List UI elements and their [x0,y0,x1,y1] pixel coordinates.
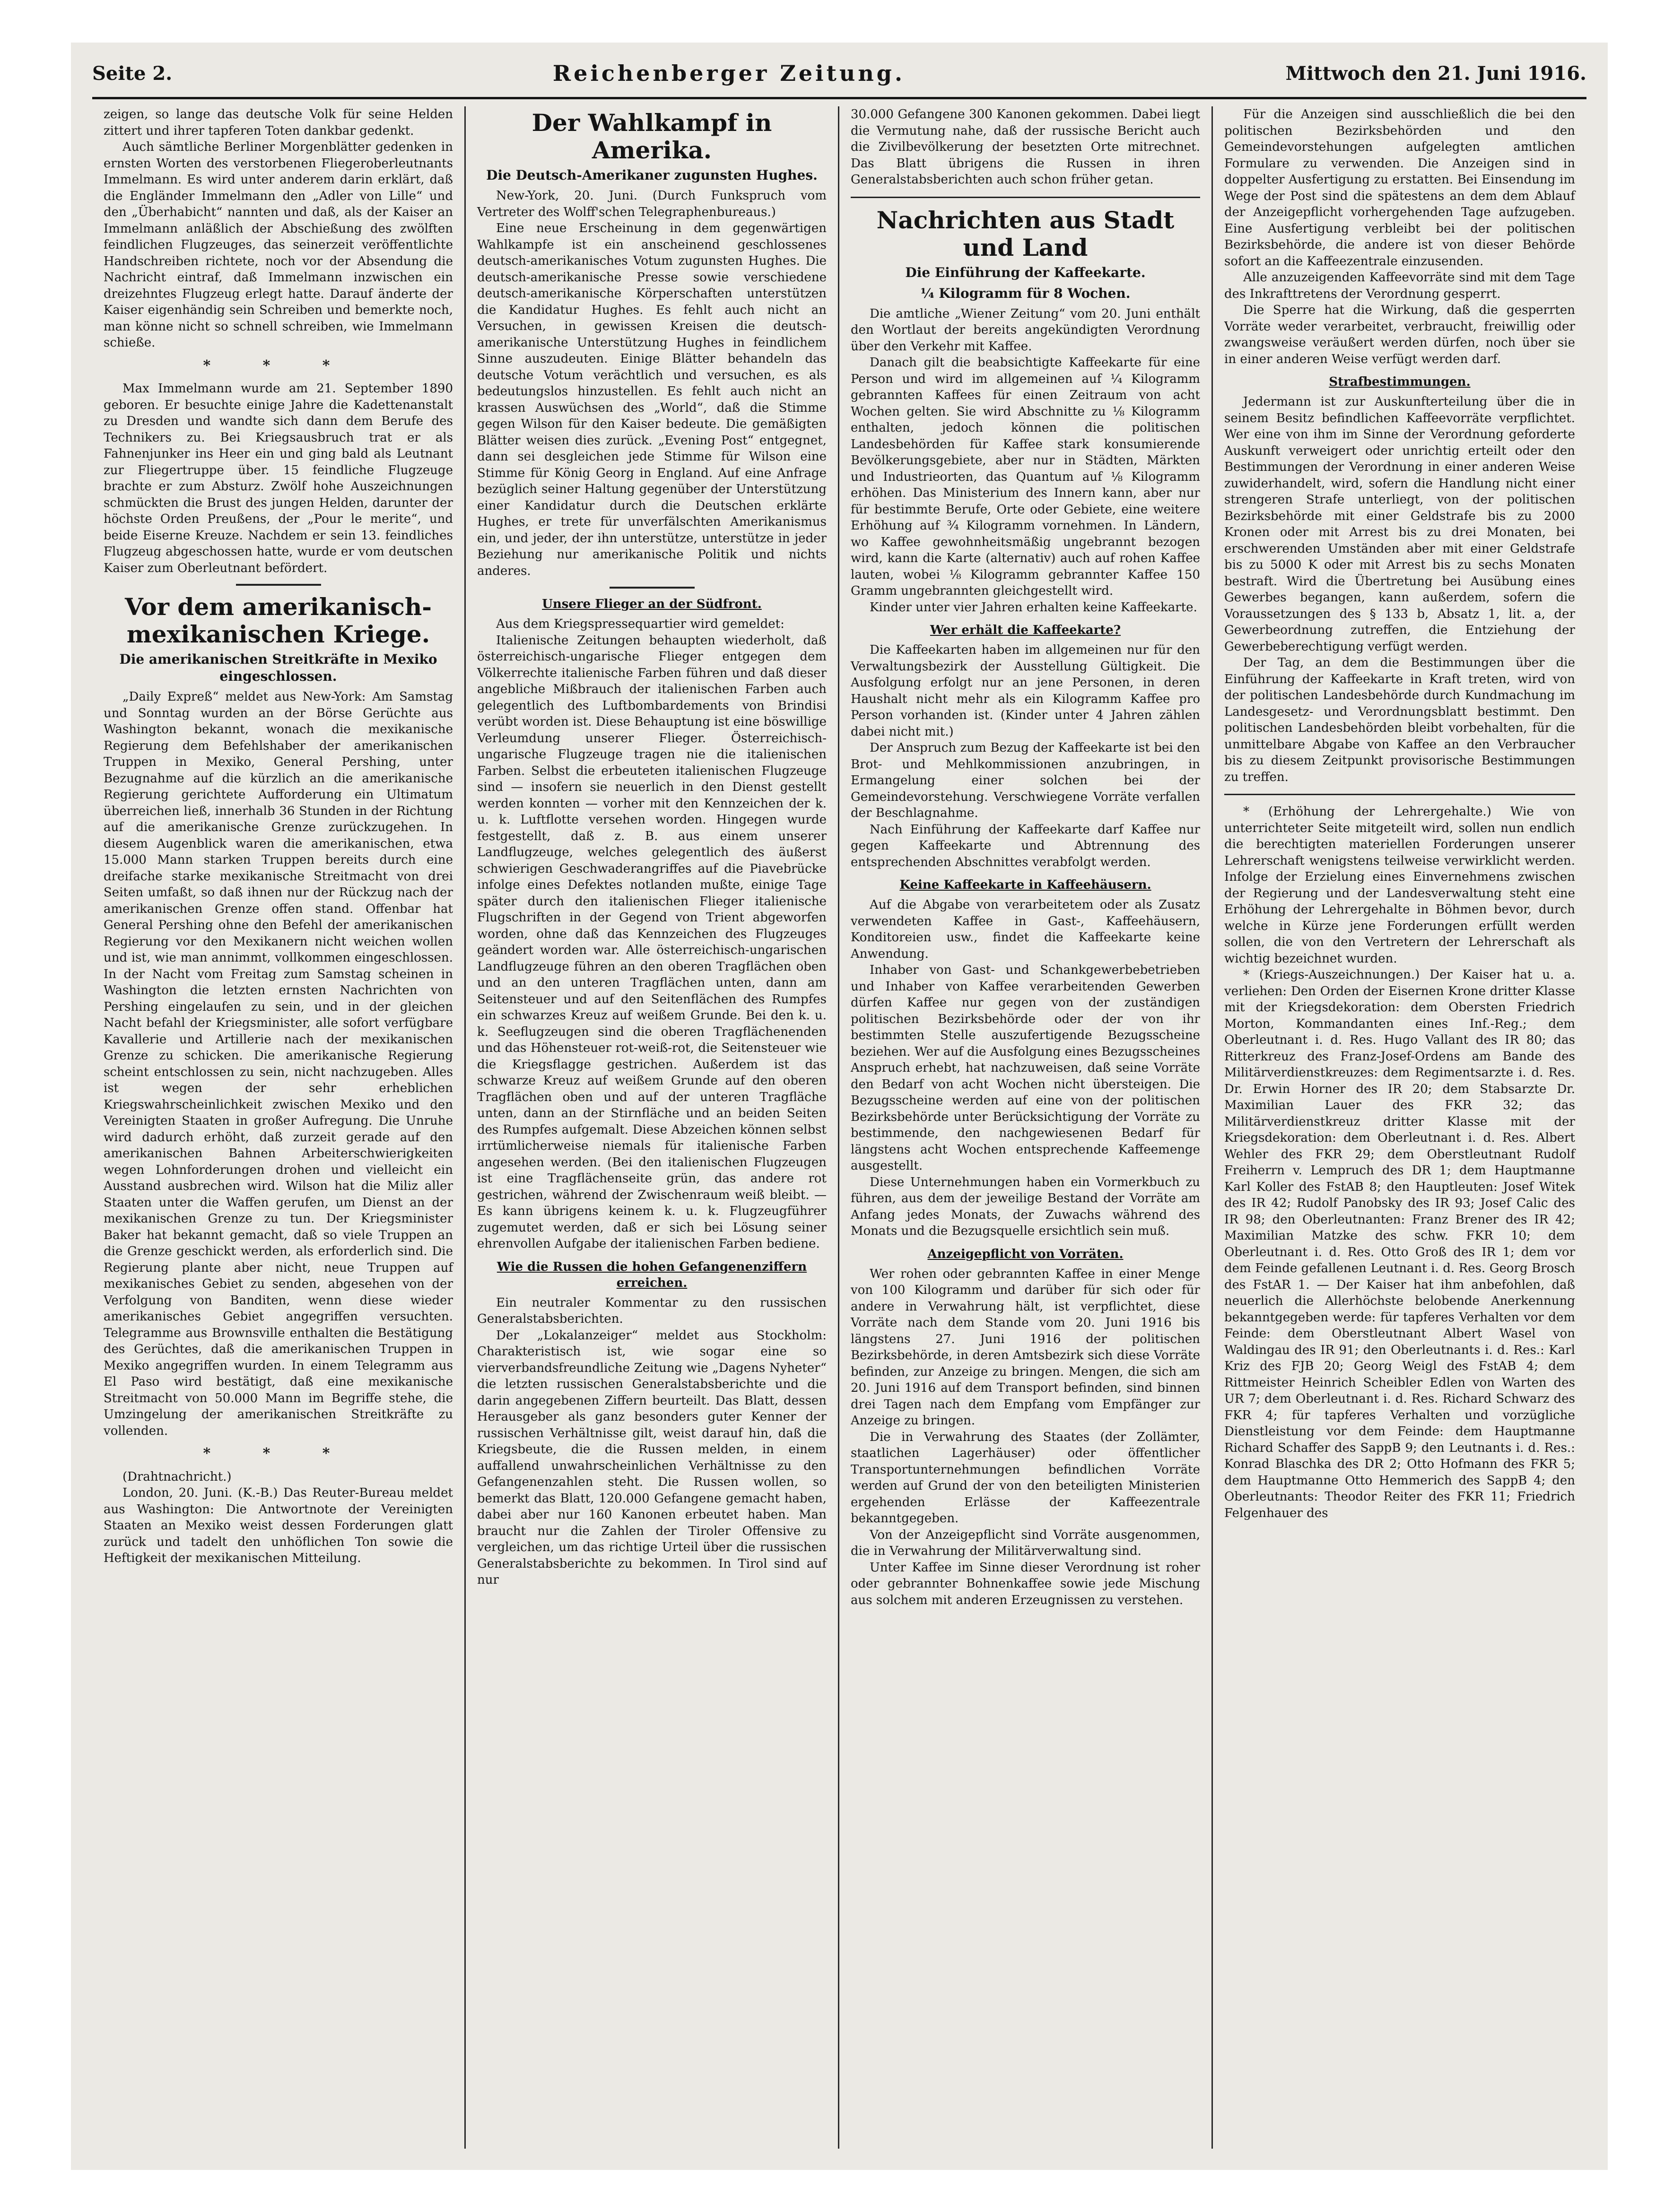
paragraph: Max Immelmann wurde am 21. September 1890 geboren. Er besuchte einige Jahre die Kadettenanstalt zu Dresden und wandte sich dann dem Berufe des Technikers zu. Bei Kriegsausbruch trat er als Fahnenjunker ins Heer ein und ging bald als Leutnant zur Fliegertruppe über. 15 feindliche Flugzeuge brachte er zum Absturz. Zwölf hohe Auszeichnungen schmückten die Brust des jungen Helden, darunter der höchste Orden Preußens, der „Pour le merite“, und beide Eiserne Kreuze. Nachdem er sein 13. feindliches Flugzeug abgeschossen hatte, wurde er vom deutschen Kaiser zum Oberleutnant befördert. [104,382,453,575]
paragraph: Auf die Abgabe von verarbeitetem oder als Zusatz verwendeten Kaffee in Gast-, Kaffeehäusern, Konditoreien usw., findet die Kaffeekarte keine Anwendung. [851,898,1200,961]
paragraph: (Drahtnachricht.) [122,1469,232,1484]
column-1 [92,106,466,2149]
paragraph: Danach gilt die beabsichtigte Kaffeekarte für eine Person und wird im allgemeinen auf ¼ Kilogramm gebrannten Kaffees für einen Zeitraum von acht Wochen gelten. Sie wird Abschnitte zu ⅛ Kilogramm enthalten, jedoch können die politischen Landesbehörden für Kaffee stark konsumierende Bevölkerungsgebiete, aber nur in Städten, Märkten und Industrieorten, das Quantum auf ⅛ Kilogramm erhöhen. Das Ministerium des Innern kann, aber nur für bestimmte Berufe, Orte oder Gebiete, eine weitere Erhöhung auf ¾ Kilogramm vornehmen. In Ländern, wo Kaffee gewohnheitsmäßig ungebrannt bezogen wird, kann die Karte (alternativ) auch auf rohen Kaffee lauten, wobei ⅛ Kilogramm gebrannter Kaffee 150 Gramm ungebrannten gleichgestellt wird. [851,356,1200,598]
divider [236,584,321,586]
section-heading: Keine Kaffeekarte in Kaffeehäusern. [899,878,1151,892]
paragraph: Die Kaffeekarten haben im allgemeinen nur für den Verwaltungsbezirk der Ausstellung Gültigkeit. Die Ausfolgung erfolgt nur an jene Personen, in deren Haushalt nicht mehr als ein Kilogramm Kaffee pro Person vorhanden ist. (Kinder unter 4 Jahren zählen dabei nicht mit.) [851,643,1200,739]
column-4 [1213,106,1586,2149]
section-heading: Strafbestimmungen. [1329,375,1471,389]
article-subheadline: ¼ Kilogramm für 8 Wochen. [920,285,1131,301]
paragraph: 30.000 Gefangene 300 Kanonen gekommen. Dabei liegt die Vermutung nahe, daß der russische Bericht auch die Zivilbevölkerung der besetzten Orte mitrechnet. Das Blatt übrigens die Russen in ihren Generalstabsberichten auch schon früher getan. [851,107,1200,187]
section-heading: Anzeigepflicht von Vorräten. [927,1247,1124,1261]
paragraph: Aus dem Kriegspressequartier wird gemeldet: [496,617,784,631]
article-headline: Vor dem amerikanisch-mexikanischen Kriege. [125,593,432,648]
divider [851,197,1200,198]
article-subheadline: Die amerikanischen Streitkräfte in Mexiko eingeschlossen. [119,651,437,684]
paragraph: Der Anspruch zum Bezug der Kaffeekarte ist bei den Brot- und Mehlkommissionen anzubringen, in Ermangelung einer solchen bei der Gemeindevorstehung. Verschwiegene Vorräte verfallen der Beschlagnahme. [851,741,1200,820]
paragraph: Der Tag, an dem die Bestimmungen über die Einführung der Kaffeekarte in Kraft treten, wird von der politischen Landesbehörde durch Kundmachung im Landesgesetz- und Verordnungsblatt bestimmt. Den politischen Landesbehörden bleibt vorbehalten, für die unmittelbare Abgabe von Kaffee an den Verbraucher bis zu diesem Zeitpunkt provisorische Bestimmungen zu treffen. [1224,656,1575,784]
paragraph: Inhaber von Gast- und Schankgewerbebetrieben und Inhaber von Kaffee verarbeitenden Gewerben dürfen Kaffee nur gegen von der zuständigen politischen Bezirksbehörde oder der von ihr bestimmten Stelle auszufertigende Bezugsscheine beziehen. Wer auf die Ausfolgung eines Bezugsscheines Anspruch erhebt, hat nachzuweisen, daß seine Vorräte den Bedarf von acht Wochen nicht übersteigen. Die Bezugsscheine werden auf eine von der politischen Bezirksbehörde unter Berücksichtigung der Vorräte zu bestimmende, den nachgewiesenen Bedarf für längstens acht Wochen entsprechende Kaffeemenge ausgestellt. [851,963,1200,1173]
masthead [92,52,1586,95]
paragraph: Kinder unter vier Jahren erhalten keine Kaffeekarte. [870,600,1197,615]
paragraph: Der „Lokalanzeiger“ meldet aus Stockholm: Charakteristisch ist, wie sogar eine so vierverbandsfreundliche Zeitung wie „Dagens Nyheter“ die letzten russischen Generalstabsberichte und die darin angegebenen Ziffern beurteilt. Das Blatt, dessen Herausgeber als ganz besonders guter Kenner der russischen Verhältnisse gilt, weist darauf hin, daß die Kriegsbeute, die die Russen melden, in einem auffallend unwahrscheinlichen Verhältnisse zu den Gefangenenzahlen steht. Die Russen wollen, so bemerkt das Blatt, 120.000 Gefangene gemacht haben, dabei aber nur 160 Kanonen erbeutet haben. Man braucht nur die Zahlen der Tiroler Offensive zu vergleichen, um das richtige Urteil über die russischen Generalstabsberichte zu bekommen. In Tirol sind auf nur [477,1328,827,1587]
paragraph: New-York, 20. Juni. (Durch Funkspruch vom Vertreter des Wolff'schen Telegraphenbureaus.) [477,189,827,219]
paragraph: Ein neutraler Kommentar zu den russischen Generalstabsberichten. [477,1295,827,1326]
issue-date: Mittwoch den 21. Juni 1916. [1285,62,1586,85]
paragraph: Von der Anzeigepflicht sind Vorräte ausgenommen, die in Verwahrung der Militärverwaltung sind. [851,1527,1200,1558]
paragraph: Italienische Zeitungen behaupten wiederholt, daß österreichisch-ungarische Flieger entgegen dem Völkerrechte italienische Farben führen und daß dieser angebliche Mißbrauch der italienischen Farben auch gelegentlich des Luftbombardements von Brindisi verübt worden ist. Diese Behauptung ist eine böswillige Verleumdung unserer Flieger. Österreichisch-ungarische Flugzeuge tragen nie die italienischen Farben. Selbst die erbeuteten italienischen Flugzeuge sind — insofern sie neuerlich in den Dienst gestellt werden konnten — vorher mit den Kennzeichen der k. u. k. Luftflotte versehen worden. Hingegen wurde festgestellt, daß z. B. aus einem unserer Landflugzeuge, welches gelegentlich des äußerst schwierigen Geschwaderangriffes auf die Piavebrücke infolge eines Defektes notlanden mußte, einige Tage später durch den italienischen Flieger italienische Flugschriften in der Gegend von Trient abgeworfen worden, ohne daß das Kennzeichen des Flugzeuges geändert worden war. Alle österreichisch-ungarischen Landflugzeuge führen an den oberen Tragflächen oben und an den unteren Tragflächen unten, dann am Seitensteuer und auf den Seitenflächen des Rumpfes ein schwarzes Kreuz auf weißem Grunde. Bei den k. u. k. Seeflugzeugen sind die oberen Tragflächenenden und das Höhensteuer rot-weiß-rot, die Seitensteuer wie die Kriegsflagge gestrichen. Außerdem ist das schwarze Kreuz auf weißem Grunde auf den oberen Tragflächen oben und auf der unteren Tragfläche unten, dann an der Stirnfläche und an beiden Seiten des Rumpfes aufgemalt. Diese Abzeichen können selbst irrtümlicherweise niemals für italienische Farben angesehen werden. (Bei den italienischen Flugzeugen ist eine Tragflächenseite grün, das andere rot gestrichen, während der Zwischenraum weiß bleibt. — Es kann übrigens keinem k. u. k. Flugzeugführer zugemutet werden, daß er sich bei Lösung seiner ehrenvollen Aufgabe der italienischen Farben bediene. [477,633,827,1251]
newspaper-title: Reichenberger Zeitung. [552,61,905,86]
paragraph: „Daily Expreß“ meldet aus New-York: Am Samstag und Sonntag wurden an der Börse Gerüchte aus Washington bekannt, wonach die mexikanische Regierung dem Befehlshaber der amerikanischen Truppen in Mexiko, General Pershing, unter Bezugnahme auf die kürzlich an die amerikanische Regierung gerichtete Aufforderung ein Ultimatum überreichen ließ, innerhalb 36 Stunden in der Richtung auf die amerikanische Grenze zurückzugehen. In diesem Augenblick waren die amerikanischen, etwa 15.000 Mann starken Truppen bereits durch eine dreifache starke mexikanische Streitmacht von drei Seiten umfaßt, so daß ihnen nur der Rückzug nach der amerikanischen Grenze offen stand. Offenbar hat General Pershing ohne den Befehl der amerikanischen Regierung vor den Mexikanern nicht weichen wollen und ist, wie man annimmt, vollkommen eingeschlossen. In der Nacht vom Freitag zum Samstag scheinen in Washington die letzten ernsten Nachrichten von Pershing eingelaufen zu sein, und in der gleichen Nacht befahl der Kriegsminister, alle sofort verfügbare Kavallerie und Artillerie nach der mexikanischen Grenze zu schicken. Die amerikanische Regierung scheint entschlossen zu sein, nicht nachzugeben. Alles ist wegen der sehr erheblichen Kriegswahrscheinlichkeit zwischen Mexiko und den Vereinigten Staaten in großer Aufregung. Die Unruhe wird dadurch erhöht, daß zurzeit gerade auf den amerikanischen Bahnen Arbeiterschwierigkeiten wegen Lohnforderungen drohen und vielleicht ein Ausstand ausbrechen wird. Wilson hat die Miliz aller Staaten unter die Waffen gerufen, um Dienst an der mexikanischen Grenze zu tun. Der Kriegsminister Baker hat bekannt gemacht, daß so viele Truppen an die Grenze geschickt werden, als erforderlich sind. Die Regierung plante aber nicht, neue Truppen auf mexikanisches Gebiet zu senden, abgesehen von der Verfolgung von Banditen, wenn diese wieder amerikanisches Gebiet angegriffen versuchten. Telegramme aus Brownsville enthalten die Bestätigung des Gerüchtes, daß die amerikanischen Truppen in Mexiko angegriffen wurden. In einem Telegramm aus El Paso wird bestätigt, daß eine mexikanische Streitmacht von 50.000 Mann im Begriffe stehe, die Umzingelung der amerikanischen Streitkräfte zu vollenden. [104,690,453,1438]
paragraph: Wer rohen oder gebrannten Kaffee in einer Menge von 100 Kilogramm und darüber für sich oder für andere in Verwahrung hält, ist verpflichtet, diese Vorräte nach dem Stande vom 20. Juni 1916 bis längstens 27. Juni 1916 der politischen Bezirksbehörde, in deren Amtsbezirk sich diese Vorräte befinden, zur Anzeige zu bringen. Mengen, die sich am 20. Juni 1916 auf dem Transport befinden, sind binnen drei Tagen nach dem Empfang vom Empfänger zur Anzeige zu bringen. [851,1266,1200,1428]
section-headline: Nachrichten aus Stadt und Land [876,206,1175,261]
article-subheadline: Die Einführung der Kaffeekarte. [905,264,1146,280]
article-columns [92,106,1586,2149]
column-3 [839,106,1213,2149]
paragraph: London, 20. Juni. (K.-B.) Das Reuter-Bureau meldet aus Washington: Die Antwortnote der Vereinigten Staaten an Mexiko weist dessen Forderungen glatt zurück und tadelt den unhöflichen Ton sowie die Heftigkeit der mexikanischen Mitteilung. [104,1486,453,1565]
newspaper-page [71,43,1608,2170]
section-separator: * * * [203,1445,354,1462]
section-separator: * * * [203,357,354,374]
paragraph: Diese Unternehmungen haben ein Vormerkbuch zu führen, aus dem der jeweilige Bestand der Vorräte am Anfang jedes Monats, der Zuwachs während des Monats und die Bezugsquelle ersichtlich sein muß. [851,1175,1200,1238]
paragraph: Für die Anzeigen sind ausschließlich die bei den politischen Bezirksbehörden und den Gemeindevorstehungen aufgelegten amtlichen Formulare zu verwenden. Die Anzeigen sind in doppelter Ausfertigung zu erstatten. Bei Einsendung im Wege der Post sind die spätestens an dem dem Ablauf der Anzeigepflicht vorhergehenden Tage aufzugeben. Eine Ausfertigung verbleibt bei der politischen Bezirksbehörde, die andere ist von dieser Behörde sofort an die Kaffeezentrale einzusenden. [1224,107,1575,269]
header-rule [92,97,1586,99]
paragraph: zeigen, so lange das deutsche Volk für seine Helden zittert und ihrer tapferen Toten dankbar gedenkt. [104,107,453,138]
news-item: * (Erhöhung der Lehrergehalte.) Wie von unterrichteter Seite mitgeteilt wird, sollen nun endlich die berechtigten materiellen Forderungen unserer Lehrerschaft wenigstens teilweise verwirklicht werden. Infolge der Erzielung eines Einvernehmens zwischen der Regierung und der Landesverwaltung steht eine Erhöhung der Lehrergehalte in Böhmen bevor, durch welche in Kürze jene Forderungen erfüllt werden sollen, die von den Vertretern der Lehrerschaft als wichtig bezeichnet wurden. [1224,805,1575,966]
paragraph: Nach Einführung der Kaffeekarte darf Kaffee nur gegen Kaffeekarte und Abtrennung des entsprechenden Abschnittes verabfolgt werden. [851,822,1200,869]
paragraph: Die in Verwahrung des Staates (der Zollämter, staatlichen Lagerhäuser) oder öffentlicher Transportunternehmungen befindlichen Vorräte werden auf Grund der von den beteiligten Ministerien ergehenden Erlässe der Kaffeezentrale bekanntgegeben. [851,1430,1200,1526]
column-2 [466,106,839,2149]
section-heading: Wer erhält die Kaffeekarte? [930,623,1121,637]
paragraph: Die Sperre hat die Wirkung, daß die gesperrten Vorräte weder verarbeitet, verbraucht, freiwillig oder zwangsweise veräußert werden dürfen, noch über sie in einer anderen Weise verfügt werden darf. [1224,303,1575,366]
paragraph: Jedermann ist zur Auskunfterteilung über die in seinem Besitz befindlichen Kaffeevorräte verpflichtet. Wer eine von ihm im Sinne der Verordnung geforderte Auskunft verweigert oder unrichtig erteilt oder den Bestimmungen der Verordnung in einer anderen Weise zuwiderhandelt, wird, sofern die Handlung nicht einer strengeren Strafe unterliegt, von der politischen Bezirksbehörde mit einer Geldstrafe bis zu 2000 Kronen oder mit Arrest bis zu drei Monaten, bei erschwerenden Umständen aber mit einer Geldstrafe bis zu 5000 K oder mit Arrest bis zu sechs Monaten bestraft. Wird die Übertretung bei Ausübung eines Gewerbes begangen, kann außerdem, sofern die Voraussetzungen des § 133 b, Absatz 1, lit. a, der Gewerbeordnung zutreffen, die Entziehung der Gewerbeberechtigung verfügt werden. [1224,395,1575,654]
page-number: Seite 2. [92,62,173,85]
section-heading: Wie die Russen die hohen Gefangenenziffern erreichen. [497,1259,807,1290]
divider [610,587,695,589]
paragraph: Alle anzuzeigenden Kaffeevorräte sind mit dem Tage des Inkrafttretens der Verordnung gesperrt. [1224,270,1575,301]
article-headline: Der Wahlkampf in Amerika. [532,109,772,164]
paragraph: Die amtliche „Wiener Zeitung“ vom 20. Juni enthält den Wortlaut der bereits angekündigten Verordnung über den Verkehr mit Kaffee. [851,306,1200,354]
article-subheadline: Die Deutsch-Amerikaner zugunsten Hughes. [486,167,818,183]
divider [1224,794,1575,795]
paragraph: Auch sämtliche Berliner Morgenblätter gedenken in ernsten Worten des verstorbenen Fliegeroberleutnants Immelmann. Es wird unter anderem darin erklärt, daß die Engländer Immelmann den „Adler von Lille“ und den „Überhabicht“ nannten und daß, als der Kaiser an Immelmann anläßlich der Abschießung des zwölften feindlichen Flugzeuges, das seinerzeit veröffentlichte Handschreiben richtete, noch vor der Absendung die Nachricht eintraf, daß Immelmann inzwischen ein dreizehntes Flugzeug erlegt hatte. Darauf änderte der Kaiser eigenhändig sein Schreiben und bemerkte noch, man könne nicht so schnell schreiben, wie Immelmann schieße. [104,140,453,350]
paragraph: Unter Kaffee im Sinne dieser Verordnung ist roher oder gebrannter Bohnenkaffee sowie jede Mischung aus solchem mit anderen Erzeugnissen zu verstehen. [851,1560,1200,1607]
news-item: * (Kriegs-Auszeichnungen.) Der Kaiser hat u. a. verliehen: Den Orden der Eisernen Krone dritter Klasse mit der Kriegsdekoration: dem Obersten Friedrich Morton, Kommandanten eines Inf.-Reg.; dem Oberleutnant i. d. Res. Hugo Vallant des IR 80; das Ritterkreuz des Franz-Josef-Ordens am Bande des Militärverdienstkreuzes: dem Regimentsarzte i. d. Res. Dr. Erwin Horner des IR 20; dem Stabsarzte Dr. Maximilian Lauer des FKR 32; das Militärverdienstkreuz dritter Klasse mit der Kriegsdekoration: dem Oberleutnant i. d. Res. Albert Wehler des FKR 29; dem Oberstleutnant Rudolf Freiherrn v. Lempruch des DR 1; dem Hauptmanne Karl Koller des FstAB 8; den Hauptleuten: Josef Witek des IR 42; Rudolf Panobsky des IR 93; Josef Calic des IR 98; den Oberleutnanten: Franz Brener des IR 42; Maximilian Matzke des schw. FKR 10; dem Oberleutnant i. d. Res. Otto Groß des IR 1; dem vor dem Feinde gefallenen Leutnant i. d. Res. Georg Brosch des FstAR 1. — Der Kaiser hat ihm anbefohlen, daß neuerlich die Allerhöchste belobende Anerkennung bekanntgegeben werde: für tapferes Verhalten vor dem Feinde: dem Oberstleutnant Albert Wasel von Waldingau des IR 91; den Oberleutnants i. d. Res.: Karl Kriz des FJB 20; Georg Weigl des FstAB 4; dem Rittmeister Heinrich Scheibler Edlen von Warten des UR 7; dem Oberleutnant i. d. Res. Richard Schwarz des FKR 4; für tapferes Verhalten und vorzügliche Dienstleistung vor dem Feinde: dem Hauptmanne Richard Schaffer des SappB 9; den Leutnants i. d. Res.: Konrad Blaschka des DR 2; Otto Hofmann des FKR 5; dem Hauptmanne Otto Hemmerich des SappB 4; den Oberleutnants: Theodor Reiter des FKR 11; Friedrich Felgenhauer des [1224,968,1575,1520]
paragraph: Eine neue Erscheinung in dem gegenwärtigen Wahlkampfe ist ein anscheinend geschlossenes deutsch-amerikanisches Votum zugunsten Hughes. Die deutsch-amerikanische Presse sowie verschiedene deutsch-amerikanische Körperschaften unterstützen die Kandidatur Hughes. Es fehlt auch nicht an Versuchen, in gewissen Kreisen die deutsch-amerikanische Unterstützung Hughes in feindlichem Sinne auszudeuten. Einige Blätter behandeln das deutsche Votum verächtlich und versuchen, es als bedeutungslos hinzustellen. Es fehlt auch nicht an krassen Auswüchsen des „World“, daß die Stimme gegen Wilson für den Kaiser bedeute. Die gemäßigten Blätter weisen dies zurück. „Evening Post“ entgegnet, dann sei desgleichen jede Stimme für Wilson eine Stimme für König Georg in England. Auf eine Anfrage bezüglich seiner Haltung gegenüber der Unterstützung einer Kandidatur durch die Deutschen erklärte Hughes, er trete für unverfälschten Amerikanismus ein, und jeder, der ihn unterstütze, unterstütze in jeder Beziehung nur amerikanische Politik und nichts anderes. [477,221,827,578]
section-heading: Unsere Flieger an der Südfront. [542,597,762,611]
